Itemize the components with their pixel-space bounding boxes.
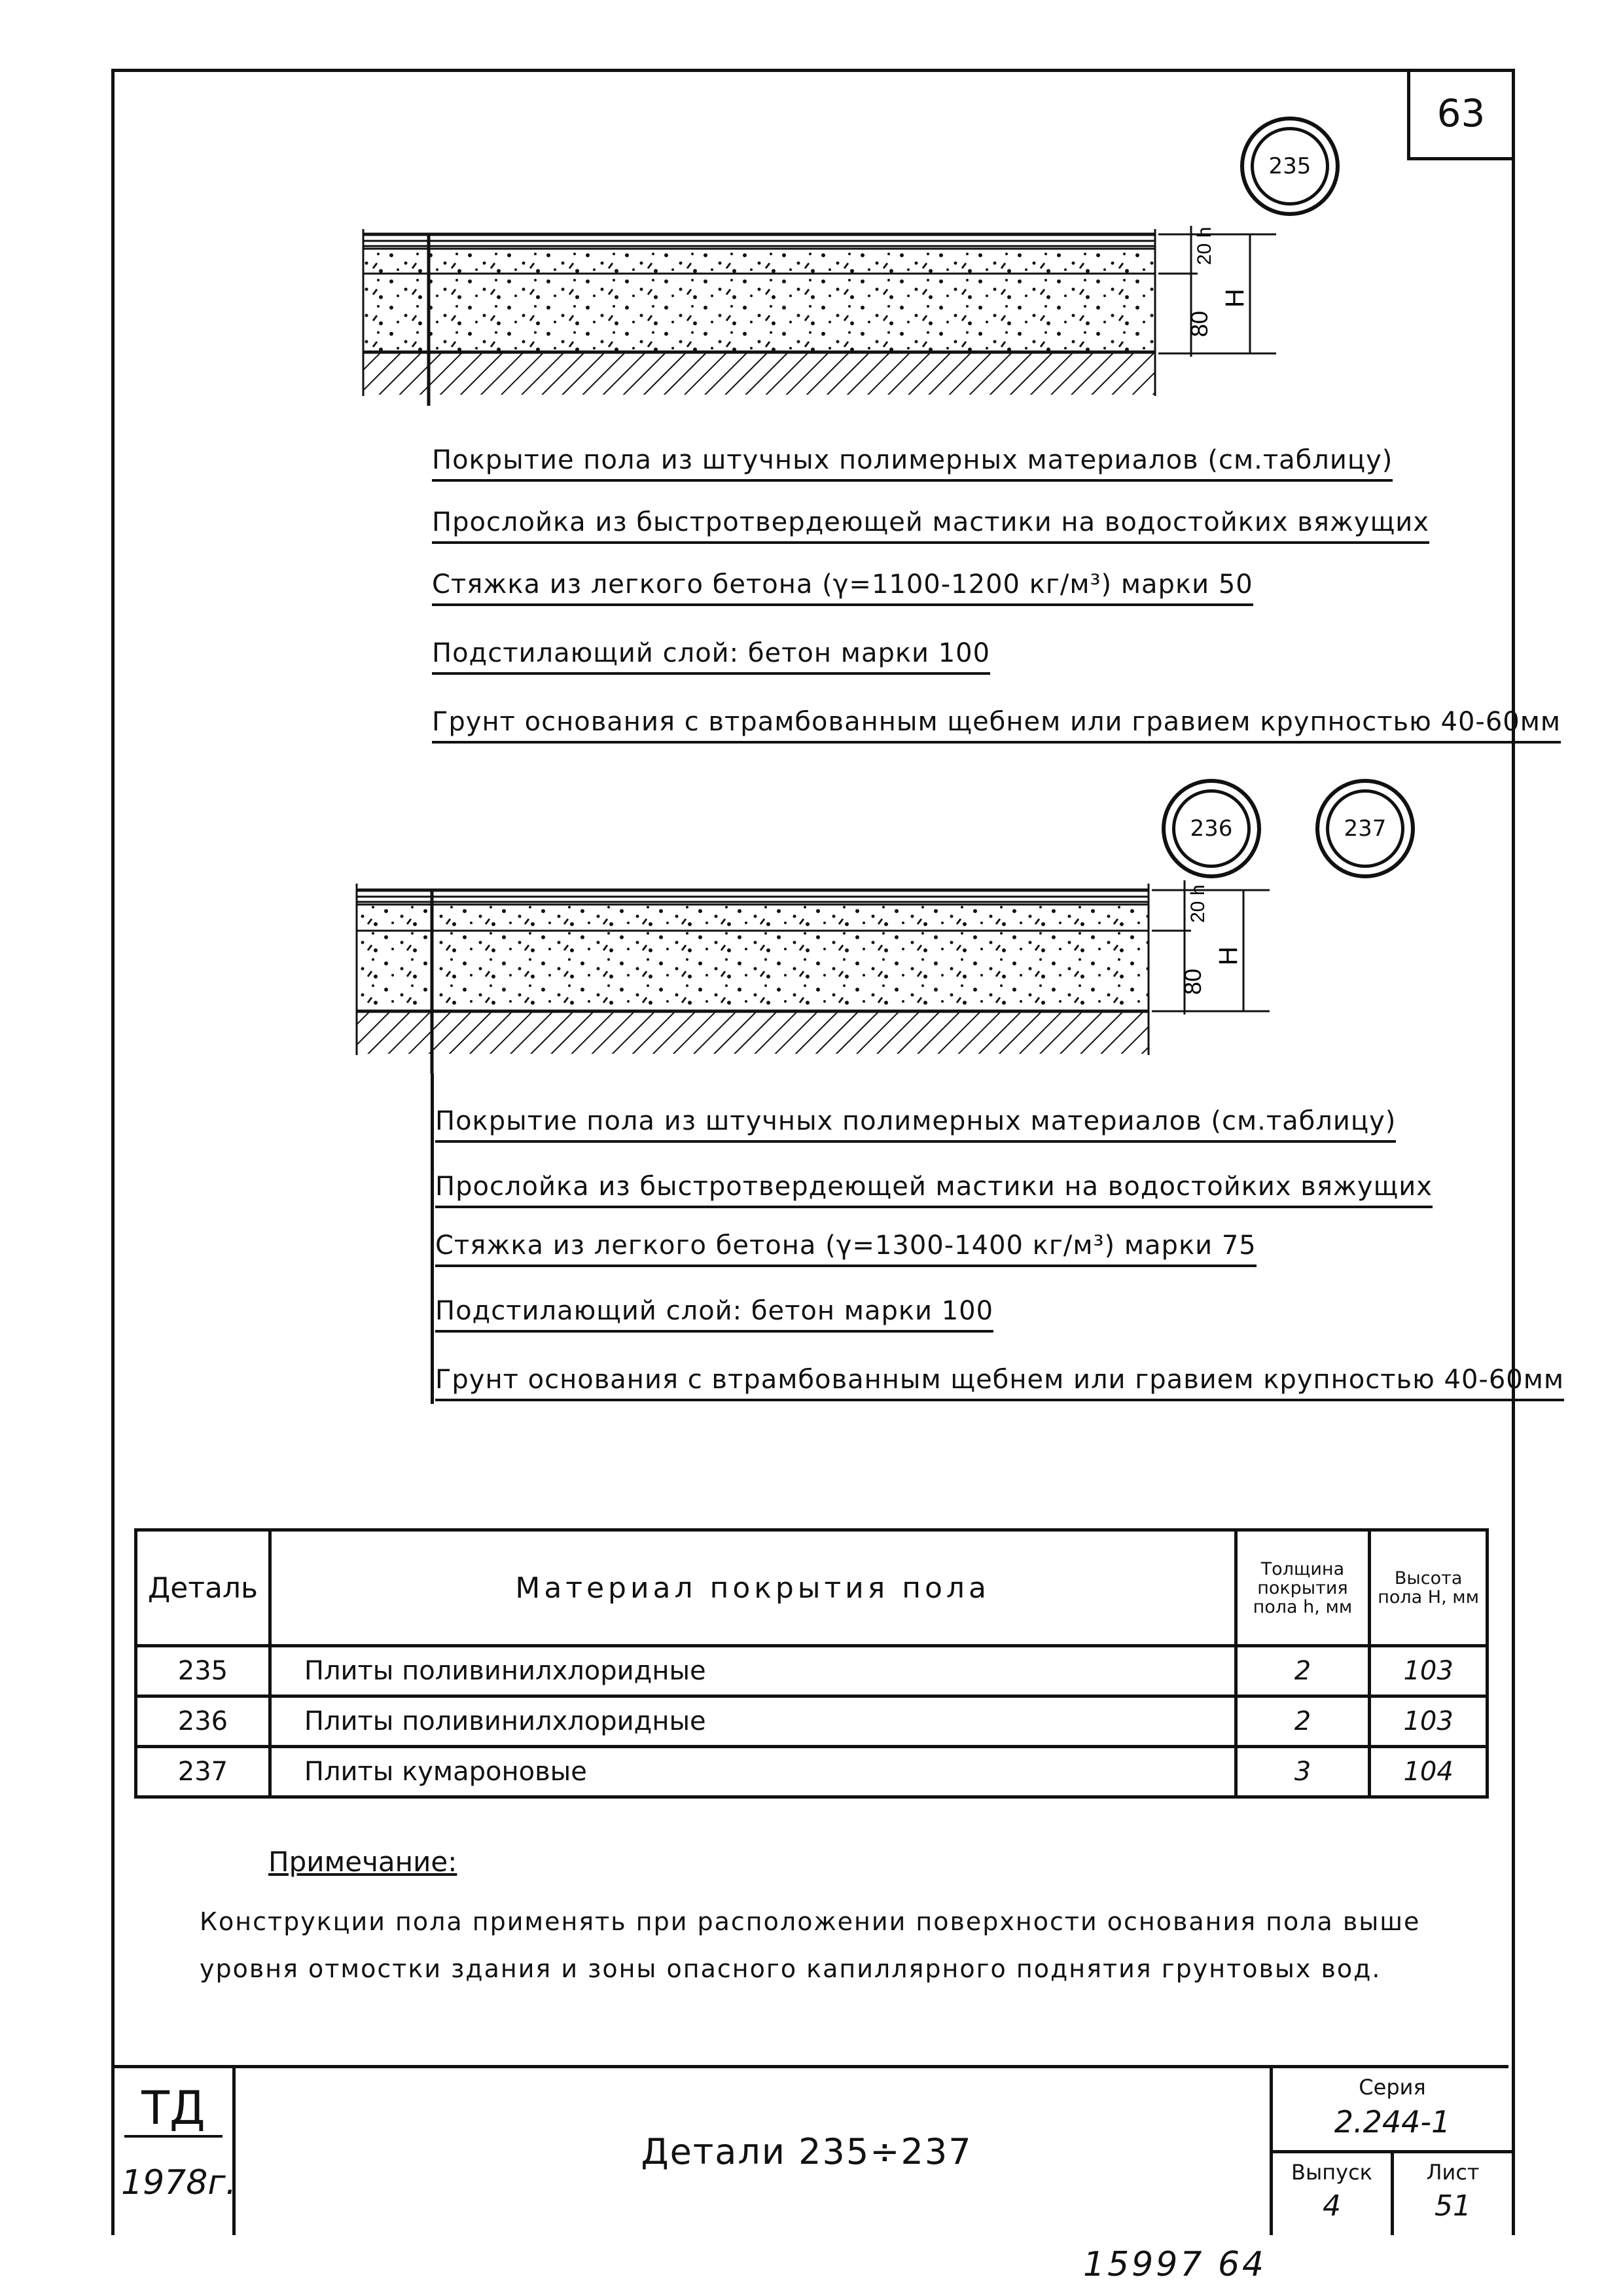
row-height: 104 (1370, 1747, 1488, 1797)
table-row (136, 1646, 1488, 1696)
row-detail: 236 (136, 1696, 270, 1747)
stamp-issue-label: Выпуск (1291, 2160, 1372, 2185)
table-row (136, 1747, 1488, 1797)
header-thickness: Толщина покрытия пола h, мм (1236, 1530, 1370, 1646)
row-thickness: 3 (1236, 1747, 1370, 1797)
dim-H-text: H (1221, 289, 1249, 308)
note-text: Конструкции пола применять при расположении поверхности основания пола выше уровня отмостки здания и зоны опасного капиллярного поднятия грунтовых вод. (200, 1907, 1421, 1983)
row-thickness: 2 (1236, 1696, 1370, 1747)
detail-marker-236: 236 (1162, 779, 1261, 878)
layer-label-b5: Грунт основания с втрамбованным щебнем или гравием крупностью 40-60мм (435, 1365, 1564, 1401)
note-title: Примечание: (268, 1846, 457, 1878)
row-height: 103 (1370, 1696, 1488, 1747)
material-table (134, 1528, 1489, 1799)
header-height: Высота пола H, мм (1370, 1530, 1488, 1646)
layer-label-a3: Стяжка из легкого бетона (γ=1100-1200 кг/м³) марки 50 (432, 569, 1253, 606)
dim-20h-text-b: 20 h (1187, 884, 1209, 923)
table-row (136, 1696, 1488, 1747)
stamp-sheet-value: 51 (1435, 2189, 1471, 2223)
stamp-issue-value: 4 (1323, 2189, 1341, 2223)
stamp-meta-cell (1270, 2068, 1512, 2235)
stamp-series-value: 2.244-1 (1334, 2104, 1451, 2140)
title-block (111, 2065, 1508, 2235)
dim-80-text-b: 80 (1179, 968, 1206, 995)
detail-marker-237: 237 (1315, 779, 1415, 878)
layer-label-b3: Стяжка из легкого бетона (γ=1300-1400 кг/м³) марки 75 (435, 1230, 1257, 1267)
leader-line-b (431, 1073, 434, 1404)
row-detail: 237 (136, 1747, 270, 1797)
stamp-year: 1978г. (121, 2163, 237, 2202)
table-header-row (136, 1530, 1488, 1646)
stamp-org-cell (111, 2068, 236, 2235)
stamp-sheet-label: Лист (1426, 2160, 1480, 2185)
header-detail: Деталь (136, 1530, 270, 1646)
row-material: Плиты поливинилхлоридные (270, 1696, 1236, 1747)
row-material: Плиты кумароновые (270, 1747, 1236, 1797)
sheet-number: 63 (1407, 69, 1512, 160)
row-detail: 235 (136, 1646, 270, 1696)
dim-20h-text: 20 h (1194, 226, 1215, 265)
layer-label-a1: Покрытие пола из штучных полимерных материалов (см.таблицу) (432, 445, 1393, 482)
row-height: 103 (1370, 1646, 1488, 1696)
layer-label-a4: Подстилающий слой: бетон марки 100 (432, 638, 990, 675)
layer-label-b2: Прослойка из быстротвердеющей мастики на водостойких вяжущих (435, 1172, 1433, 1208)
stamp-org: ТД (124, 2081, 223, 2138)
row-thickness: 2 (1236, 1646, 1370, 1696)
stamp-title: Детали 235÷237 (641, 2131, 972, 2172)
layer-label-a5: Грунт основания с втрамбованным щебнем или гравием крупностью 40-60мм (432, 707, 1561, 744)
dim-H-text-b: H (1214, 946, 1243, 965)
dim-80-text: 80 (1186, 310, 1213, 337)
layer-label-b1: Покрытие пола из штучных полимерных материалов (см.таблицу) (435, 1106, 1396, 1143)
header-material: Материал покрытия пола (270, 1530, 1236, 1646)
detail-marker-235: 235 (1240, 117, 1340, 216)
row-material: Плиты поливинилхлоридные (270, 1646, 1236, 1696)
archive-number: 15997 64 (1083, 2245, 1267, 2284)
floor-section-drawing-a (347, 223, 1289, 406)
floor-section-drawing-b (340, 877, 1296, 1073)
stamp-series-label: Серия (1359, 2075, 1426, 2100)
layer-label-a2: Прослойка из быстротвердеющей мастики на водостойких вяжущих (432, 507, 1429, 544)
layer-label-b4: Подстилающий слой: бетон марки 100 (435, 1296, 993, 1333)
